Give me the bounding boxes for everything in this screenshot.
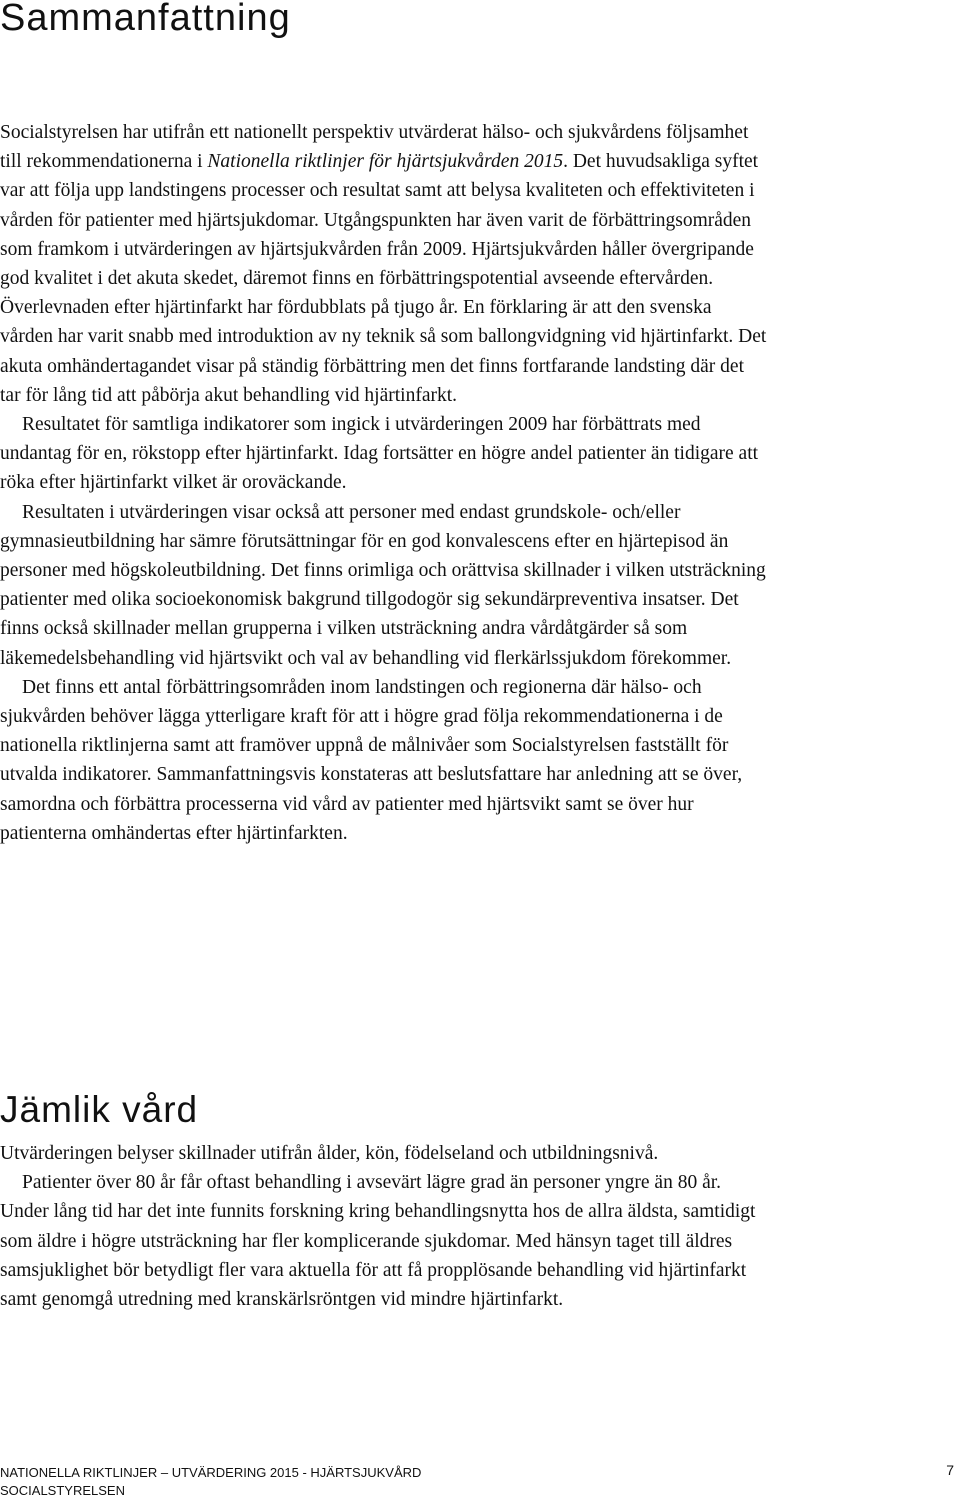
equity-paragraph-1: Utvärderingen belyser skillnader utifrån ålder, kön, födelseland och utbildningsnivå. (0, 1143, 659, 1164)
summary-section (0, 118, 768, 848)
equity-section (0, 1139, 768, 1314)
summary-paragraph-2: Resultatet för samtliga indikatorer som ingick i utvärderingen 2009 har förbättrats med undantag för en, rökstopp efter hjärtinfarkt. Idag fortsätter en högre andel patienter än tidigare att röka efter hjärtinfarkt vilket är oroväckande. (0, 414, 759, 494)
summary-p1-text-b: . Det huvudsakliga syftet var att följa upp landstingens processer och resultat samt att belysa kvaliteten och effektiviteten i vården för patienter med hjärtsjukdomar. Utgångspunkten har även varit de förbättringsområden som framkom i utvärderingen av hjärtsjukvården från 2009. Hjärtsjukvården håller övergripande god kvalitet i det akuta skedet, däremot finns en förbättringspotential avseende eftervården. Överlevnaden efter hjärtinfarkt har fördubblats på tjugo år. En förklaring är att den svenska vården har varit snabb med introduktion av ny teknik så som ballongvidgning vid hjärtinfarkt. Det akuta omhändertagandet visar på ständig förbättring men det finns fortfarande landsting där det tar för lång tid att påbörja akut behandling vid hjärtinfarkt. (0, 151, 767, 406)
guideline-title-italic: Nationella riktlinjer för hjärtsjukvården 2015 (207, 151, 564, 173)
summary-paragraph-1 (0, 118, 768, 410)
equity-paragraph-2: Patienter över 80 år får oftast behandling i avsevärt lägre grad än personer yngre än 80 år. Under lång tid har det inte funnits forskning kring behandlingsnytta hos de allra äldsta, samtidigt som äldre i högre utsträckning har fler komplicerande sjukdomar. Med hänsyn taget till äldres samsjuklighet bör betydligt fler vara aktuella för att få propplösande behandling vid hjärtinfarkt samt genomgå utredning med kranskärlsröntgen vid mindre hjärtinfarkt. (0, 1172, 756, 1311)
summary-p1-text-a: Socialstyrelsen har utifrån ett nationellt perspektiv utvärderat hälso- och sjukvårdens följsamhet till rekommendationerna i (0, 122, 749, 173)
page-number: 7 (946, 1462, 954, 1478)
footer-publication-title: NATIONELLA RIKTLINJER – UTVÄRDERING 2015 - HJÄRTSJUKVÅRD (0, 1465, 422, 1480)
summary-paragraph-3: Resultaten i utvärderingen visar också att personer med endast grundskole- och/eller gymnasieutbildning har sämre förutsättningar för en god konvalescens efter en hjärtepisod än personer med högskoleutbildning. Det finns orimliga och orättvisa skillnader i vilken utsträckning patienter med olika socioekonomisk bakgrund tillgodogör sig sekundärpreventiva insatser. Det finns också skillnader mellan grupperna i vilken utsträckning andra vårdåtgärder så som läkemedelsbehandling vid hjärtsvikt och val av behandling vid flerkärlssjukdom förekommer. (0, 501, 766, 669)
heading-sammanfattning: Sammanfattning (0, 0, 291, 39)
summary-paragraph-4: Det finns ett antal förbättringsområden inom landstingen och regionerna där hälso- och sjukvården behöver lägga ytterligare kraft för att i högre grad följa rekommendationerna i de nationella riktlinjerna samt att framöver uppnå de målnivåer som Socialstyrelsen fastställt för utvalda indikatorer. Sammanfattningsvis konstateras att beslutsfattare har anledning att se över, samordna och förbättra processerna vid vård av patienter med hjärtsvikt samt se över hur patienterna omhändertas efter hjärtinfarkten. (0, 676, 743, 844)
heading-jamlik-vard: Jämlik vård (0, 1089, 199, 1130)
page-footer (0, 1464, 960, 1500)
footer-publisher: SOCIALSTYRELSEN (0, 1483, 125, 1498)
